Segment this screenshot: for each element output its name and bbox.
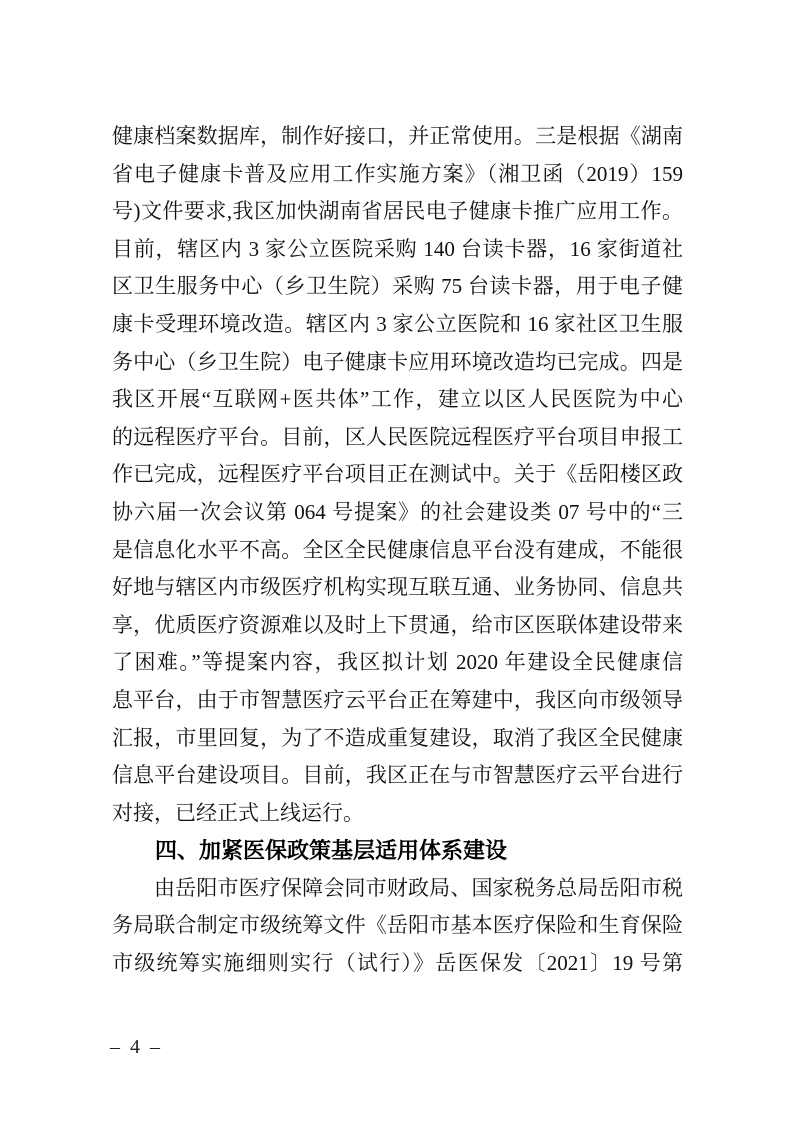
text-line: 务中心（乡卫生院）电子健康卡应用环境改造均已完成。四是 <box>112 349 683 374</box>
text-line: 由岳阳市医疗保障会同市财政局、国家税务总局岳阳市税 <box>154 875 683 900</box>
text-line: 的远程医疗平台。目前，区人民医院远程医疗平台项目申报工 <box>112 424 683 449</box>
text-line: 市级统筹实施细则实行（试行）》岳医保发〔2021〕19 号第 <box>112 951 683 976</box>
page-number: – 4 – <box>110 1036 161 1058</box>
text-line: 对接，已经正式上线运行。 <box>112 800 364 825</box>
text-line: 目前，辖区内 3 家公立医院采购 140 台读卡器，16 家街道社 <box>112 236 683 261</box>
section-heading: 四、加紧医保政策基层适用体系建设 <box>155 838 508 864</box>
text-line: 康卡受理环境改造。辖区内 3 家公立医院和 16 家社区卫生服 <box>112 311 683 336</box>
paragraph-continuation <box>112 118 683 832</box>
text-line: 是信息化水平不高。全区全民健康信息平台没有建成，不能很 <box>112 537 683 562</box>
text-line: 了困难。”等提案内容，我区拟计划 2020 年建设全民健康信 <box>112 650 683 675</box>
text-line: 享，优质医疗资源难以及时上下贯通，给市区医联体建设带来 <box>112 612 683 637</box>
text-line: 作已完成，远程医疗平台项目正在测试中。关于《岳阳楼区政 <box>112 462 683 487</box>
text-line: 区卫生服务中心（乡卫生院）采购 75 台读卡器，用于电子健 <box>112 274 683 299</box>
paragraph-two <box>112 870 683 983</box>
text-line: 协六届一次会议第 064 号提案》的社会建设类 07 号中的“三 <box>112 499 683 524</box>
text-line: 好地与辖区内市级医疗机构实现互联互通、业务协同、信息共 <box>112 575 683 600</box>
text-line: 号)文件要求,我区加快湖南省居民电子健康卡推广应用工作。 <box>112 199 683 224</box>
text-line: 务局联合制定市级统筹文件《岳阳市基本医疗保险和生育保险 <box>112 913 683 938</box>
text-line: 汇报，市里回复，为了不造成重复建设，取消了我区全民健康 <box>112 725 683 750</box>
text-line: 息平台，由于市智慧医疗云平台正在筹建中，我区向市级领导 <box>112 687 683 712</box>
text-line: 健康档案数据库，制作好接口，并正常使用。三是根据《湖南 <box>112 124 683 148</box>
text-line: 省电子健康卡普及应用工作实施方案》（湘卫函（2019）159 <box>112 161 683 186</box>
document-body <box>112 118 683 983</box>
text-line: 信息平台建设项目。目前，我区正在与市智慧医疗云平台进行 <box>112 763 683 788</box>
text-line: 我区开展“互联网+医共体”工作，建立以区人民医院为中心 <box>112 387 683 412</box>
